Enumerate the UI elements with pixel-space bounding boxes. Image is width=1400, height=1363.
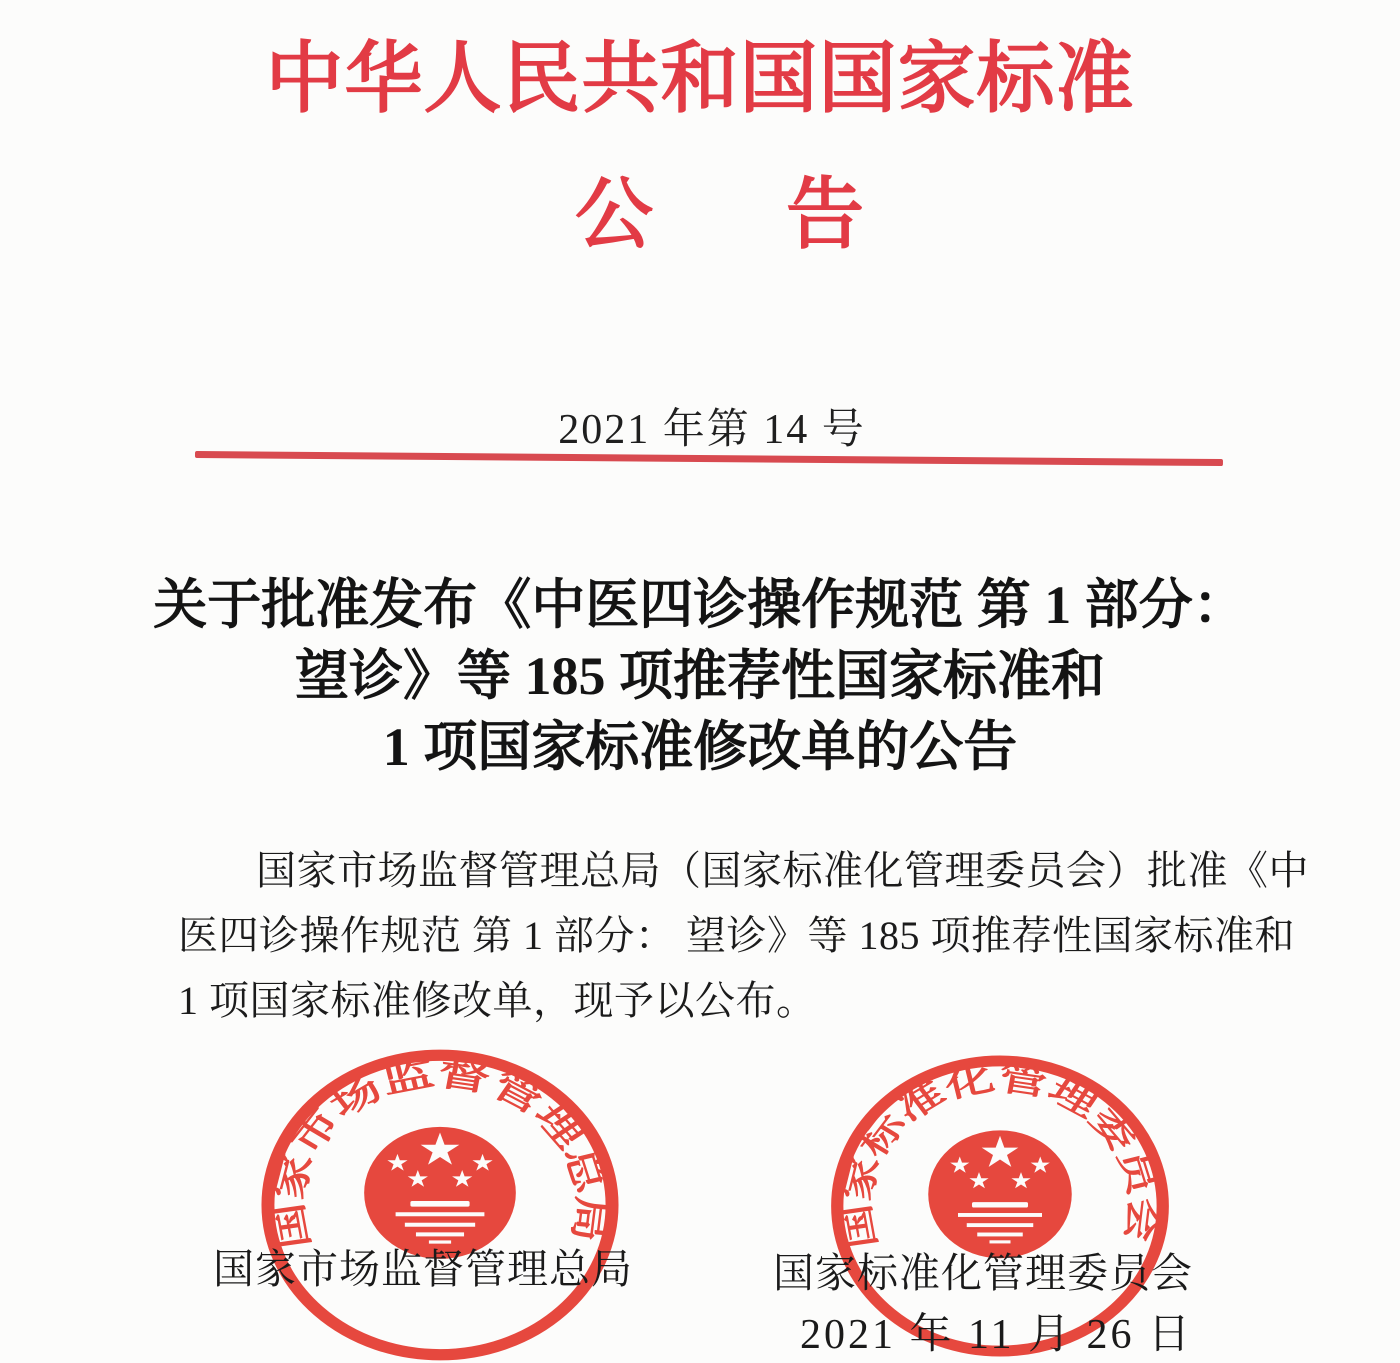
market-org-name: 国家市场监督管理总局 <box>213 1246 633 1292</box>
standards-org-name: 国家标准化管理委员会 <box>773 1250 1193 1296</box>
body-line-3: 1 项国家标准修改单，现予以公布。 <box>178 978 817 1023</box>
heading-line-2: 望诊》等 185 项推荐性国家标准和 <box>295 646 1105 706</box>
heading-line-1: 关于批准发布《中医四诊操作规范 第 1 部分： <box>153 575 1247 635</box>
heading-line-3: 1 项国家标准修改单的公告 <box>382 717 1018 777</box>
body-paragraph <box>178 838 1309 1033</box>
issue-date: 2021 年 11 月 26 日 <box>800 1312 1193 1358</box>
page-title: 中华人民共和国国家标准 <box>265 35 1135 122</box>
announcement-heading <box>90 570 1310 783</box>
seal-rim-text: 国家标准化管理委员会 <box>835 1058 1165 1251</box>
body-line-2: 医四诊操作规范 第 1 部分： 望诊》等 185 项推荐性国家标准和 <box>178 913 1295 958</box>
market-regulation-seal <box>255 1044 625 1363</box>
seal-rim-text: 国家市场监督管理总局 <box>266 1053 614 1252</box>
announcement-title <box>575 171 865 258</box>
announcement-char-gong: 公 <box>575 171 654 258</box>
doc-number: 2021 年第 14 号 <box>558 407 866 453</box>
announcement-char-gao: 告 <box>786 171 865 258</box>
body-line-1: 国家市场监督管理总局（国家标准化管理委员会）批准《中 <box>256 848 1309 893</box>
